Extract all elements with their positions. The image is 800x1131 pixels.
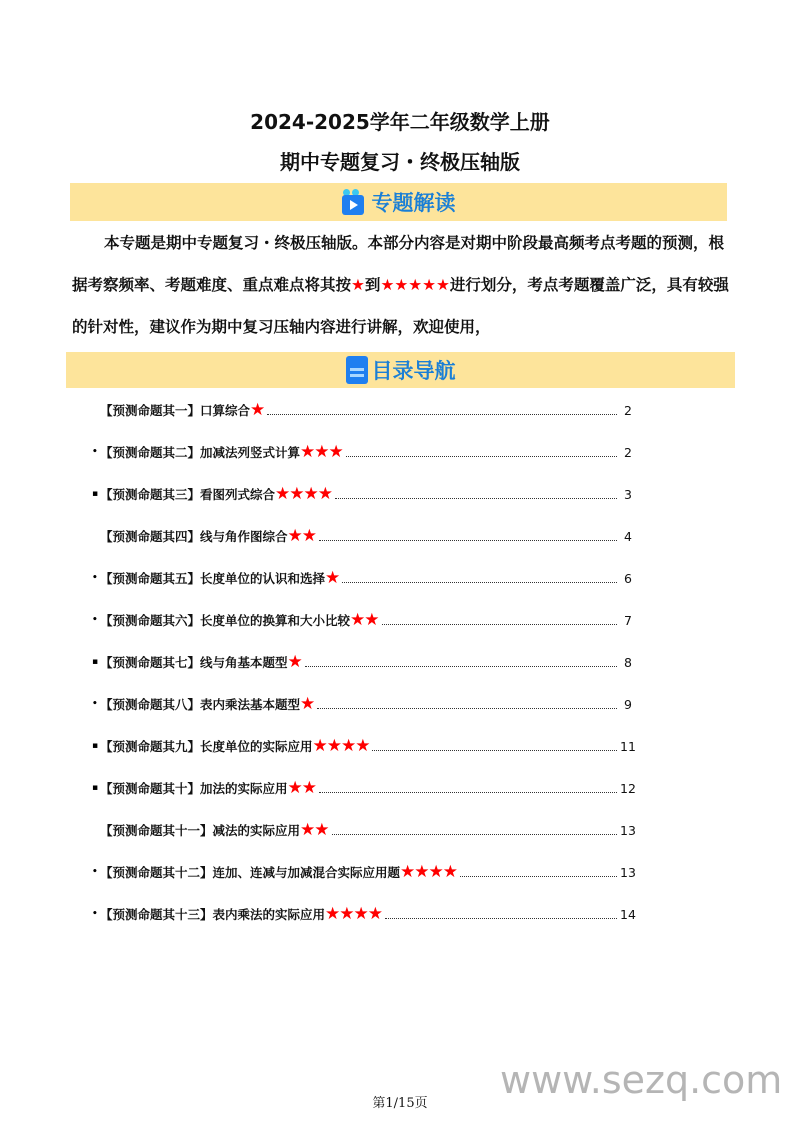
- toc-page-number: 3: [624, 486, 632, 502]
- document-subtitle: 期中专题复习・终极压轴版: [280, 150, 520, 174]
- toc-entry-title: 【预测命题其一】口算综合: [100, 403, 251, 418]
- toc-entry-title: 【预测命题其十二】连加、连减与加减混合实际应用题: [100, 865, 401, 880]
- difficulty-stars-icon: ★★★★: [275, 484, 332, 504]
- toc-page-number: 7: [624, 612, 632, 628]
- toc-entry[interactable]: [92, 820, 636, 840]
- intro-text: 本专题是期中专题复习・终极压轴版。本部分内容是对期中阶段最高频考点考题的预测，根据考察频率、考题难度、重点难点将其按: [72, 234, 725, 294]
- intro-text: 进行划分，考点考题覆盖广泛，具有较强的针对性，建议作为期中复习压轴内容进行讲解，欢迎使用，: [72, 276, 729, 336]
- difficulty-stars-icon: ★: [287, 652, 302, 672]
- star-icon: ★: [351, 276, 365, 294]
- section-title: 专题解读: [371, 191, 456, 215]
- list-marker: •: [92, 573, 98, 583]
- toc-page-number: 14: [620, 906, 636, 922]
- toc-entry-title: 【预测命题其三】看图列式综合: [100, 487, 276, 502]
- difficulty-stars-icon: ★: [250, 400, 265, 420]
- list-marker: •: [92, 699, 98, 709]
- toc-entry[interactable]: [92, 904, 636, 924]
- toc-entry-title: 【预测命题其六】长度单位的换算和大小比较: [100, 613, 351, 628]
- toc-entry[interactable]: [92, 610, 632, 630]
- intro-text: 到: [364, 276, 381, 294]
- list-marker: •: [92, 615, 98, 625]
- toc-entry[interactable]: [92, 568, 632, 588]
- section-banner-toc: [66, 352, 735, 388]
- toc-page-number: 6: [624, 570, 632, 586]
- toc-page-number: 13: [620, 822, 636, 838]
- toc-entry[interactable]: [92, 526, 632, 546]
- list-marker: •: [92, 447, 98, 457]
- leader-dots: [319, 783, 617, 793]
- toc-entry[interactable]: [92, 652, 632, 672]
- difficulty-stars-icon: ★: [300, 694, 315, 714]
- difficulty-stars-icon: ★★★★: [400, 862, 457, 882]
- leader-dots: [332, 825, 618, 835]
- section-title: 目录导航: [371, 359, 456, 383]
- toc-entry[interactable]: [92, 694, 632, 714]
- difficulty-stars-icon: ★★: [287, 778, 316, 798]
- leader-dots: [385, 909, 617, 919]
- toc-page-number: 11: [620, 738, 636, 754]
- document-title: 2024-2025学年二年级数学上册: [250, 110, 550, 134]
- list-marker: ▪: [92, 489, 99, 499]
- toc-entry[interactable]: [92, 442, 632, 462]
- leader-dots: [342, 573, 617, 583]
- toc-entry-title: 【预测命题其八】表内乘法基本题型: [100, 697, 301, 712]
- toc-entry-title: 【预测命题其九】长度单位的实际应用: [100, 739, 313, 754]
- intro-paragraph: [72, 222, 732, 348]
- toc-page-number: 13: [620, 864, 636, 880]
- toc-entry[interactable]: [92, 778, 636, 798]
- toc-entry-title: 【预测命题其十一】减法的实际应用: [100, 823, 301, 838]
- list-marker: •: [92, 867, 98, 877]
- watermark: www.sezq.com: [500, 1058, 783, 1102]
- toc-entry[interactable]: [92, 400, 632, 420]
- leader-dots: [267, 405, 617, 415]
- toc-entry-title: 【预测命题其十三】表内乘法的实际应用: [100, 907, 326, 922]
- toc-page-number: 2: [624, 444, 632, 460]
- section-banner-topic: [70, 183, 727, 221]
- toc-entry[interactable]: [92, 484, 632, 504]
- leader-dots: [319, 531, 617, 541]
- leader-dots: [372, 741, 617, 751]
- difficulty-stars-icon: ★★: [287, 526, 316, 546]
- leader-dots: [382, 615, 618, 625]
- difficulty-stars-icon: ★★: [350, 610, 379, 630]
- toc-page-number: 2: [624, 402, 632, 418]
- toc-entry-title: 【预测命题其七】线与角基本题型: [100, 655, 288, 670]
- leader-dots: [346, 447, 617, 457]
- difficulty-stars-icon: ★: [325, 568, 340, 588]
- play-video-icon: [342, 189, 368, 215]
- difficulty-stars-icon: ★★★★: [312, 736, 370, 756]
- page-number-footer: 第1/15页: [372, 1096, 428, 1111]
- list-marker: ▪: [92, 741, 99, 751]
- book-icon: [346, 356, 368, 384]
- toc-page-number: 9: [624, 696, 632, 712]
- stars-icon: ★★★★★: [380, 276, 450, 294]
- list-marker: •: [92, 909, 98, 919]
- toc-page-number: 12: [620, 780, 636, 796]
- difficulty-stars-icon: ★★: [300, 820, 329, 840]
- toc-entry[interactable]: [92, 736, 636, 756]
- difficulty-stars-icon: ★★★: [300, 442, 343, 462]
- toc-entry-title: 【预测命题其五】长度单位的认识和选择: [100, 571, 326, 586]
- difficulty-stars-icon: ★★★★: [325, 904, 382, 924]
- toc-entry-title: 【预测命题其十】加法的实际应用: [100, 781, 288, 796]
- toc-page-number: 8: [624, 654, 632, 670]
- leader-dots: [305, 657, 617, 667]
- toc-entry-title: 【预测命题其四】线与角作图综合: [100, 529, 288, 544]
- leader-dots: [335, 489, 617, 499]
- toc-entry-title: 【预测命题其二】加减法列竖式计算: [100, 445, 301, 460]
- list-marker: ▪: [92, 783, 99, 793]
- toc-entry[interactable]: [92, 862, 636, 882]
- leader-dots: [460, 867, 617, 877]
- toc-page-number: 4: [624, 528, 632, 544]
- leader-dots: [317, 699, 617, 709]
- list-marker: ▪: [92, 657, 99, 667]
